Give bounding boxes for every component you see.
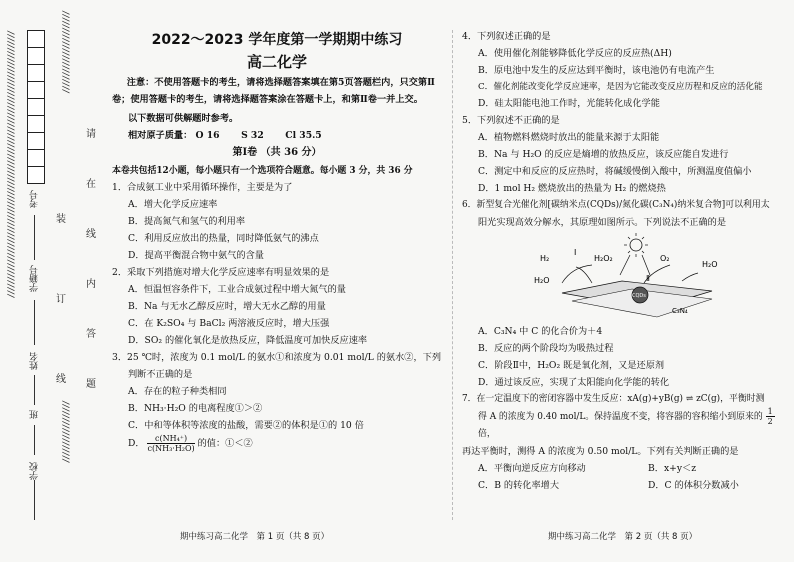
label-stage-ii: Ⅱ xyxy=(646,273,650,283)
question-stem-cont: 判断不正确的是 xyxy=(128,369,193,381)
sun-icon xyxy=(624,233,648,257)
stage-ii-arrow xyxy=(682,273,698,281)
option-c[interactable]: C．测定中和反应的反应热时，将碱缓慢倒入酸中，所测温度值偏小 xyxy=(478,166,752,178)
school-label: 学校 xyxy=(30,462,40,480)
column-divider xyxy=(452,30,453,520)
option-c[interactable]: C．阶段Ⅱ中，H₂O₂ 既是氧化剂，又是还原剂 xyxy=(478,359,665,371)
tip-char: 答 xyxy=(86,329,96,340)
tip-char: 内 xyxy=(86,279,96,290)
seal-char-ding: 订 xyxy=(56,294,66,305)
tip-char: 请 xyxy=(86,129,96,140)
atomic-mass-line xyxy=(112,127,442,144)
stem-part: 得 A 的浓度为 0.40 mol/L。保持温度不变，将容器的容积缩小到原来的 xyxy=(478,412,763,423)
seal-char-zhuang: 装 xyxy=(56,214,66,225)
options-row xyxy=(462,477,780,494)
option-d[interactable]: D．通过该反应，实现了太阳能向化学能的转化 xyxy=(478,376,670,388)
grid-cell[interactable] xyxy=(27,30,45,48)
question-stem: 2．采取下列措施对增大化学反应速率有明显效果的是 xyxy=(112,267,330,279)
option-d[interactable]: D．C 的体积分数减小 xyxy=(648,479,739,491)
label-h2o-left: H₂O xyxy=(534,275,550,285)
option-d[interactable] xyxy=(112,434,442,453)
question-4 xyxy=(462,28,780,112)
subject-title: 高二化学 xyxy=(246,53,307,71)
option-d[interactable]: D．SO₂ 的催化氧化是放热反应，降低温度可加快反应速率 xyxy=(128,335,368,347)
label-cqds: CQDs xyxy=(632,292,646,299)
options-row xyxy=(462,460,780,477)
grid-cell[interactable] xyxy=(27,115,45,133)
question-stem: 5．下列叙述不正确的是 xyxy=(462,115,560,127)
option-b[interactable]: B．原电池中发生的反应达到平衡时，该电池仍有电流产生 xyxy=(478,65,715,77)
notice-text: 注意：不使用答题卡的考生，请将选择题答案填在第5页答题栏内，只交第Ⅱ卷；使用答题卡的考生，请将选择题答案涂在答题卡上，和第Ⅱ卷一并上交。 xyxy=(112,77,435,105)
ratio-fraction xyxy=(147,434,194,453)
option-d[interactable]: D．1 mol H₂ 燃烧放出的热量为 H₂ 的燃烧热 xyxy=(478,183,666,195)
question-6 xyxy=(462,197,780,391)
exam-title: 2022～2023 学年度第一学期期中练习 xyxy=(151,32,403,48)
question-stem-cont xyxy=(462,407,780,442)
option-b[interactable]: B．NH₃·H₂O 的电离程度①＞② xyxy=(128,403,263,415)
question-stem: 6．新型复合光催化剂[碳纳米点(CQDs)/氮化碳(C₃N₄)纳米复合物]可以利用太 xyxy=(462,200,770,211)
reference-note: 以下数据可供解题时参考。 xyxy=(128,113,239,124)
option-b[interactable]: B．提高氮气和氢气的利用率 xyxy=(128,216,246,228)
student-id-label: 学籍号 xyxy=(30,265,40,292)
option-d-suffix: 的值：①＜② xyxy=(197,438,253,450)
tip-char: 线 xyxy=(86,229,96,240)
fill-line[interactable] xyxy=(34,425,35,455)
atomic-mass-s: S 32 xyxy=(241,130,264,142)
label-h2: H₂ xyxy=(540,253,550,263)
question-stem: 1．合成氨工业中采用循环操作，主要是为了 xyxy=(112,182,293,193)
option-d-prefix: D． xyxy=(128,438,145,450)
fill-line[interactable] xyxy=(34,300,35,345)
atomic-mass-cl: Cl 35.5 xyxy=(285,130,322,142)
atomic-mass-o: O 16 xyxy=(195,130,220,142)
option-c[interactable]: C．在 K₂SO₄ 与 BaCl₂ 两溶液反应时，增大压强 xyxy=(128,318,330,330)
atomic-mass-label: 相对原子质量： xyxy=(128,130,193,142)
option-b[interactable]: B．Na 与 H₂O 的反应是熵增的放热反应，该反应能自发进行 xyxy=(478,149,729,161)
seal-char-xian: 线 xyxy=(56,374,66,385)
grid-cell[interactable] xyxy=(27,64,45,82)
option-a[interactable]: A．C₃N₄ 中 C 的化合价为＋4 xyxy=(478,325,603,337)
stem-part: 倍， xyxy=(478,429,496,440)
option-a[interactable]: A．存在的粒子种类相同 xyxy=(128,386,227,398)
fill-line[interactable] xyxy=(34,375,35,405)
option-a[interactable]: A．增大化学反应速率 xyxy=(128,199,218,211)
class-label: 班 xyxy=(30,410,40,419)
option-a[interactable]: A．植物燃料燃烧时放出的能量来源于太阳能 xyxy=(478,132,660,144)
footer-page-1: 期中练习高二化学 第 1 页（共 8 页） xyxy=(180,532,330,542)
stage-i-arrow xyxy=(562,265,592,283)
option-c[interactable]: C．中和等体积等浓度的盐酸，需要②的体积是①的 10 倍 xyxy=(128,420,364,432)
question-2 xyxy=(112,264,442,349)
option-c[interactable]: C．催化剂能改变化学反应速率，是因为它能改变反应历程和反应的活化能 xyxy=(478,82,763,93)
option-a[interactable]: A．恒温恒容条件下，工业合成氨过程中增大氮气的量 xyxy=(128,284,346,296)
light-ray xyxy=(642,255,650,275)
grid-cell[interactable] xyxy=(27,166,45,184)
label-h2o2: H₂O₂ xyxy=(594,253,613,263)
tip-char: 在 xyxy=(86,179,96,190)
name-label: 姓名 xyxy=(30,352,40,370)
label-c3n4: C₃N₄ xyxy=(672,306,688,315)
label-h2o-right: H₂O xyxy=(702,259,718,269)
half-fraction xyxy=(766,407,775,426)
fraction-denominator: c(NH₃·H₂O) xyxy=(147,444,195,454)
option-b[interactable]: B．x+y＜z xyxy=(648,462,697,474)
cut-line: ////////////////// xyxy=(60,400,70,462)
tip-char: 题 xyxy=(86,379,96,390)
question-3 xyxy=(112,349,442,453)
binding-strip xyxy=(0,0,96,562)
fraction-denominator: 2 xyxy=(767,417,773,427)
right-column xyxy=(462,8,780,494)
question-1 xyxy=(112,179,442,264)
fill-line[interactable] xyxy=(34,215,35,260)
question-stem: 3．25 ℃时，浓度为 0.1 mol/L 的氨水①和浓度为 0.01 mol/L 的氨水②，下列 xyxy=(112,352,442,364)
label-stage-i: Ⅰ xyxy=(574,247,577,257)
left-column xyxy=(112,8,442,453)
photocatalyst-diagram xyxy=(532,231,732,323)
cut-line: //////////////////////// xyxy=(60,10,70,93)
stage-i-arrow xyxy=(576,267,592,283)
section-intro: 本卷共包括12小题，每小题只有一个选项符合题意。每小题 3 分，共 36 分 xyxy=(112,165,413,176)
option-a[interactable]: A．使用催化剂能够降低化学反应的反应热(ΔH) xyxy=(478,48,672,60)
question-5 xyxy=(462,112,780,197)
question-stem-cont: 阳光实现高效分解水，其原理如图所示。下列说法不正确的是 xyxy=(478,216,727,228)
option-a[interactable]: A．平衡向逆反应方向移动 xyxy=(478,462,586,474)
grid-cell[interactable] xyxy=(27,98,45,116)
question-stem-cont: 再达平衡时，测得 A 的浓度为 0.50 mol/L。下列有关判断正确的是 xyxy=(462,445,739,457)
option-c[interactable]: C．利用反应放出的热量，同时降低氨气的沸点 xyxy=(128,233,319,245)
grid-cell[interactable] xyxy=(27,132,45,150)
section-title: 第Ⅰ卷 （共 36 分） xyxy=(232,147,322,159)
grid-cell[interactable] xyxy=(27,149,45,167)
exam-number-label: 考号 xyxy=(30,190,40,208)
question-stem: 4．下列叙述正确的是 xyxy=(462,31,551,42)
footer-page-2: 期中练习高二化学 第 2 页（共 8 页） xyxy=(548,532,698,542)
label-o2: O₂ xyxy=(660,253,670,263)
option-b[interactable]: B．反应的两个阶段均为吸热过程 xyxy=(478,342,614,354)
fill-line[interactable] xyxy=(34,480,35,520)
option-d[interactable]: D．硅太阳能电池工作时，光能转化成化学能 xyxy=(478,98,660,110)
option-d[interactable]: D．提高平衡混合物中氨气的含量 xyxy=(128,250,264,262)
cut-line: ////////////////////////////////////////////////////////////////////////////// xyxy=(5,30,15,297)
candidate-number-grid xyxy=(27,30,45,183)
grid-cell[interactable] xyxy=(27,81,45,99)
option-c[interactable]: C．B 的转化率增大 xyxy=(478,479,560,491)
option-b[interactable]: B．Na 与无水乙醇反应时，增大无水乙醇的用量 xyxy=(128,301,326,313)
question-7 xyxy=(462,391,780,494)
light-ray xyxy=(620,255,630,275)
fraction-numerator: c(NH₄⁺) xyxy=(147,434,194,444)
grid-cell[interactable] xyxy=(27,47,45,65)
fraction-numerator: 1 xyxy=(767,407,773,417)
question-stem: 7．在一定温度下的密闭容器中发生反应：xA(g)+yB(g) ⇌ zC(g)，平衡时测 xyxy=(462,393,765,404)
